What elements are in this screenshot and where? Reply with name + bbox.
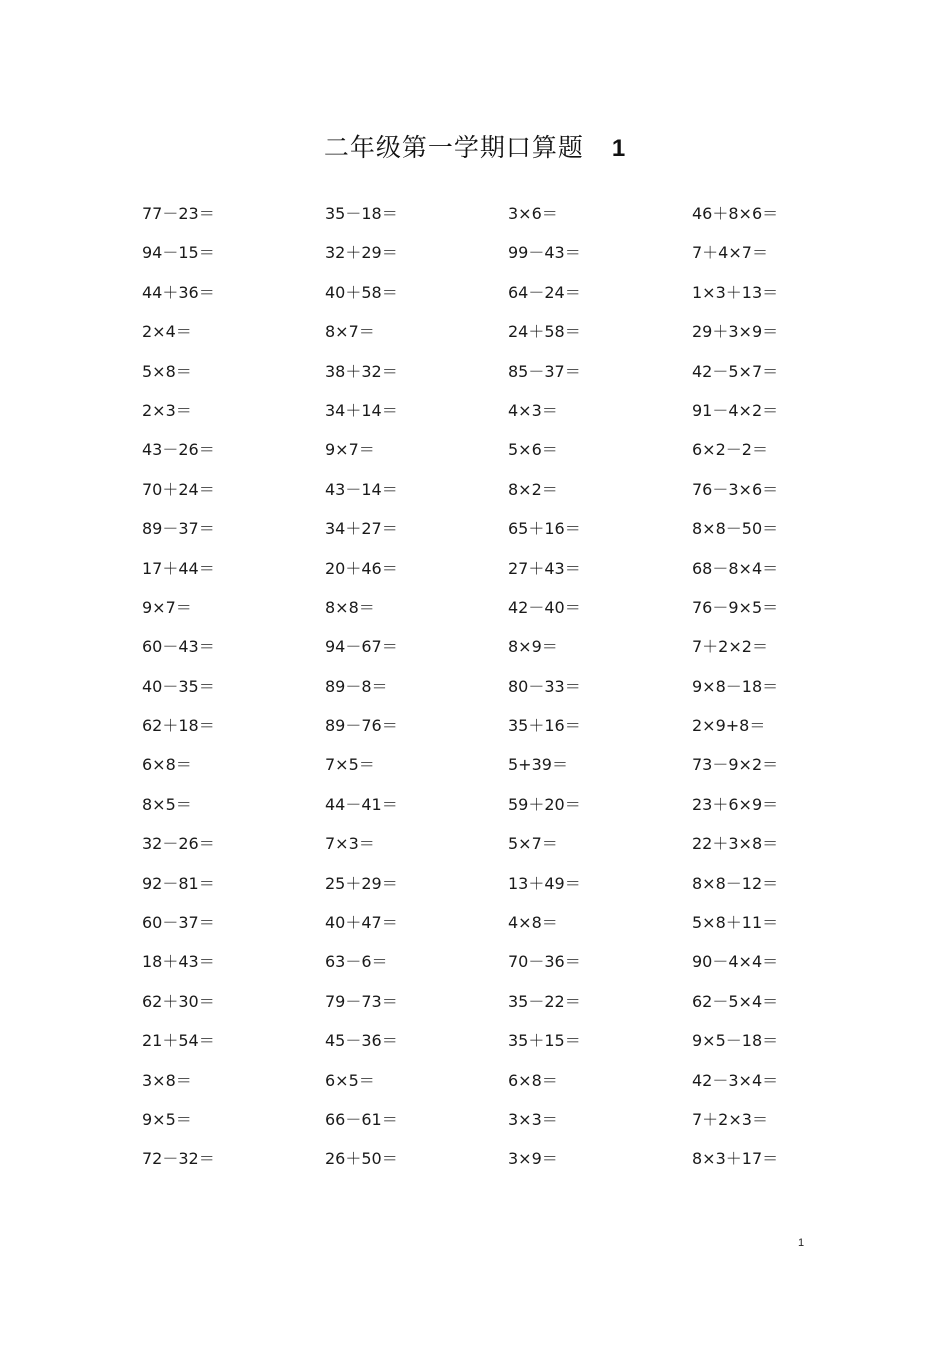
math-problem: 3×9＝ — [508, 1149, 558, 1169]
math-problem: 6×5＝ — [325, 1070, 375, 1090]
math-problem: 62＋18＝ — [142, 716, 215, 736]
math-problem: 70－36＝ — [508, 952, 581, 972]
math-problem: 92－81＝ — [142, 873, 215, 893]
math-problem: 18＋43＝ — [142, 952, 215, 972]
math-problem: 7＋2×3＝ — [692, 1109, 768, 1129]
math-problem: 46＋8×6＝ — [692, 204, 779, 223]
math-problem: 4×8＝ — [508, 913, 558, 933]
math-problem: 9×5＝ — [142, 1109, 192, 1129]
math-problem: 7＋4×7＝ — [692, 243, 768, 263]
math-problem: 8×8＝ — [325, 597, 375, 617]
math-problem: 7×5＝ — [325, 755, 375, 775]
math-problem: 5+39＝ — [508, 755, 568, 775]
math-problem: 62＋30＝ — [142, 991, 215, 1011]
math-problem: 32－26＝ — [142, 834, 215, 854]
math-problem: 40＋58＝ — [325, 282, 398, 302]
math-problem: 72－32＝ — [142, 1149, 215, 1169]
math-problem: 73－9×2＝ — [692, 755, 779, 775]
math-problem: 29＋3×9＝ — [692, 322, 779, 342]
math-problem: 5×6＝ — [508, 440, 558, 460]
math-problem: 79－73＝ — [325, 991, 398, 1011]
math-problem: 44－41＝ — [325, 794, 398, 814]
math-problem: 35－22＝ — [508, 991, 581, 1011]
math-problem: 8×8－50＝ — [692, 519, 779, 539]
math-problem: 6×8＝ — [508, 1070, 558, 1090]
math-problem: 21＋54＝ — [142, 1031, 215, 1051]
math-problem: 34＋27＝ — [325, 519, 398, 539]
math-problem: 85－37＝ — [508, 361, 581, 381]
math-problem: 35－18＝ — [325, 204, 398, 223]
math-problem: 3×6＝ — [508, 204, 558, 223]
math-problem: 77－23＝ — [142, 204, 215, 223]
math-problem: 60－37＝ — [142, 913, 215, 933]
math-problem: 99－43＝ — [508, 243, 581, 263]
math-problem: 42－40＝ — [508, 597, 581, 617]
math-problem: 43－14＝ — [325, 479, 398, 499]
math-problem: 59＋20＝ — [508, 794, 581, 814]
math-problem: 76－9×5＝ — [692, 597, 779, 617]
math-problem: 7×3＝ — [325, 834, 375, 854]
math-problem: 8×7＝ — [325, 322, 375, 342]
math-problem: 68－8×4＝ — [692, 558, 779, 578]
math-problem: 65＋16＝ — [508, 519, 581, 539]
math-problem: 17＋44＝ — [142, 558, 215, 578]
math-problem: 25＋29＝ — [325, 873, 398, 893]
math-problem: 40＋47＝ — [325, 913, 398, 933]
math-problem: 34＋14＝ — [325, 400, 398, 420]
math-problem: 2×9+8＝ — [692, 716, 766, 736]
math-problem: 63－6＝ — [325, 952, 388, 972]
math-problem: 89－37＝ — [142, 519, 215, 539]
math-problem: 8×2＝ — [508, 479, 558, 499]
math-problem: 80－33＝ — [508, 676, 581, 696]
math-problem: 2×3＝ — [142, 400, 192, 420]
page-title — [0, 128, 950, 164]
title-number: 1 — [611, 135, 627, 162]
math-problem: 45－36＝ — [325, 1031, 398, 1051]
math-problem: 91－4×2＝ — [692, 400, 779, 420]
math-problem: 6×8＝ — [142, 755, 192, 775]
math-problem: 23＋6×9＝ — [692, 794, 779, 814]
math-problem: 89－76＝ — [325, 716, 398, 736]
math-problem: 8×3＋17＝ — [692, 1149, 779, 1169]
math-problem: 8×8－12＝ — [692, 873, 779, 893]
math-problem: 42－3×4＝ — [692, 1070, 779, 1090]
math-problem: 32＋29＝ — [325, 243, 398, 263]
math-problem: 26＋50＝ — [325, 1149, 398, 1169]
math-problem: 5×7＝ — [508, 834, 558, 854]
math-problem: 3×8＝ — [142, 1070, 192, 1090]
math-problem: 9×7＝ — [325, 440, 375, 460]
math-problem: 38＋32＝ — [325, 361, 398, 381]
math-problem: 9×7＝ — [142, 597, 192, 617]
math-problem: 5×8＝ — [142, 361, 192, 381]
math-problem: 6×2－2＝ — [692, 440, 768, 460]
math-problem: 22＋3×8＝ — [692, 834, 779, 854]
math-problem: 94－67＝ — [325, 637, 398, 657]
math-problem: 76－3×6＝ — [692, 479, 779, 499]
math-problem: 35＋15＝ — [508, 1031, 581, 1051]
math-problem: 90－4×4＝ — [692, 952, 779, 972]
math-problem: 27＋43＝ — [508, 558, 581, 578]
math-problem: 66－61＝ — [325, 1109, 398, 1129]
math-problem: 8×9＝ — [508, 637, 558, 657]
math-problem: 3×3＝ — [508, 1109, 558, 1129]
math-problem: 62－5×4＝ — [692, 991, 779, 1011]
math-problem: 13＋49＝ — [508, 873, 581, 893]
math-problem: 43－26＝ — [142, 440, 215, 460]
math-problem: 7＋2×2＝ — [692, 637, 768, 657]
problem-grid — [142, 202, 882, 1187]
math-problem: 40－35＝ — [142, 676, 215, 696]
title-text: 二年级第一学期口算题 — [323, 133, 584, 162]
math-problem: 4×3＝ — [508, 400, 558, 420]
math-problem: 42－5×7＝ — [692, 361, 779, 381]
math-problem: 5×8＋11＝ — [692, 913, 779, 933]
math-problem: 9×8－18＝ — [692, 676, 779, 696]
math-problem: 1×3＋13＝ — [692, 282, 779, 302]
math-problem: 8×5＝ — [142, 794, 192, 814]
math-problem: 24＋58＝ — [508, 322, 581, 342]
math-problem: 35＋16＝ — [508, 716, 581, 736]
math-problem: 89－8＝ — [325, 676, 388, 696]
math-problem: 94－15＝ — [142, 243, 215, 263]
math-problem: 70＋24＝ — [142, 479, 215, 499]
page-number: 1 — [798, 1237, 805, 1249]
math-problem: 44＋36＝ — [142, 282, 215, 302]
math-problem: 20＋46＝ — [325, 558, 398, 578]
math-problem: 60－43＝ — [142, 637, 215, 657]
math-problem: 2×4＝ — [142, 322, 192, 342]
math-problem: 9×5－18＝ — [692, 1031, 779, 1051]
math-problem: 64－24＝ — [508, 282, 581, 302]
